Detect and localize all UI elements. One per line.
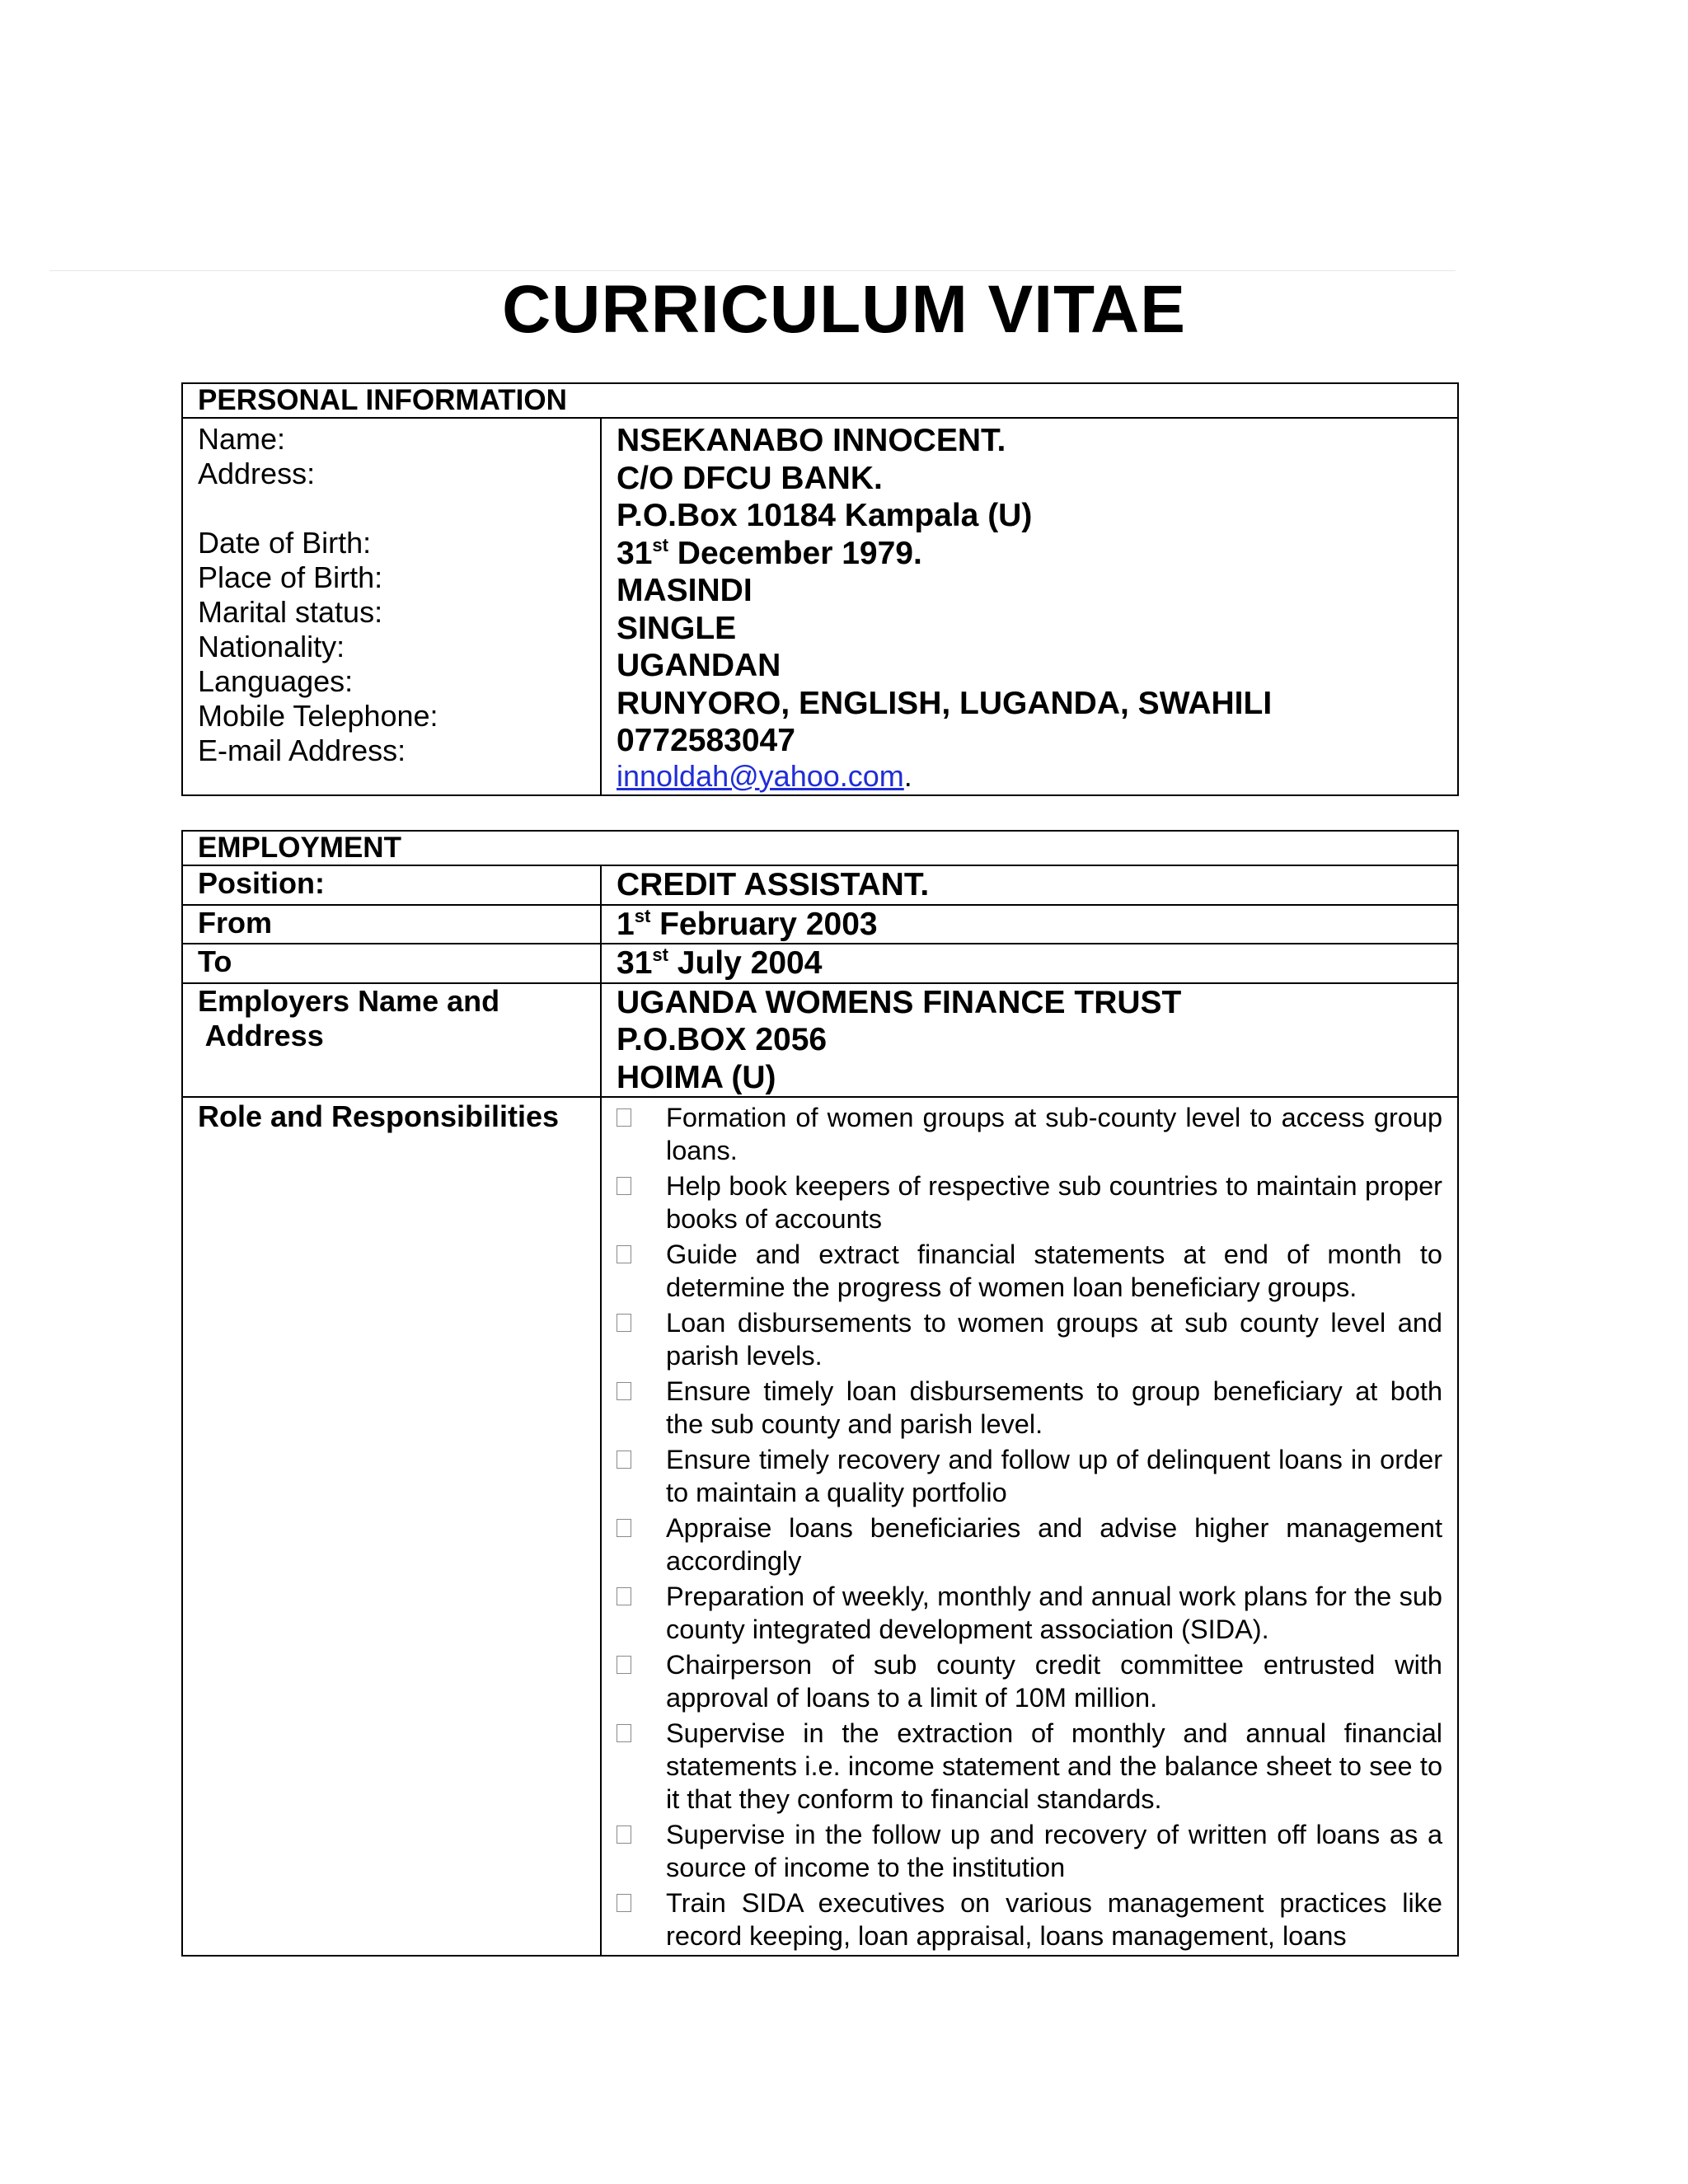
pob-value: MASINDI — [617, 573, 753, 608]
to-value: 31st July 2004 — [601, 944, 1458, 983]
personal-labels-cell — [182, 418, 601, 795]
personal-information-table — [181, 382, 1459, 796]
address-value-line1: C/O DFCU BANK. — [617, 460, 883, 496]
position-row — [182, 865, 1458, 905]
responsibility-text: Formation of women groups at sub-county level to access group loans. — [666, 1103, 1443, 1165]
responsibility-item — [617, 1169, 1442, 1235]
responsibility-text: Help book keepers of respective sub countries to maintain proper books of accounts — [666, 1171, 1443, 1234]
responsibility-text: Chairperson of sub county credit committee entrusted with approval of loans to a limit of 10M million. — [666, 1650, 1443, 1713]
position-value: CREDIT ASSISTANT. — [601, 865, 1458, 905]
employer-label-line1: Employers Name and — [198, 983, 500, 1018]
responsibility-item — [617, 1238, 1442, 1304]
responsibility-item — [617, 1818, 1442, 1884]
from-label: From — [182, 905, 601, 944]
employment-header-row — [182, 831, 1458, 865]
responsibility-item — [617, 1886, 1442, 1952]
to-label: To — [182, 944, 601, 983]
marital-label: Marital status: — [198, 595, 383, 629]
employer-name: UGANDA WOMENS FINANCE TRUST — [617, 984, 1182, 1020]
employer-town: HOIMA (U) — [617, 1059, 776, 1095]
responsibility-item — [617, 1443, 1442, 1509]
responsibility-text: Ensure timely recovery and follow up of delinquent loans in order to maintain a quality portfolio — [666, 1445, 1443, 1507]
employment-table — [181, 830, 1459, 1957]
email-link[interactable]: innoldah@yahoo.com — [617, 758, 904, 793]
bullet-box-icon — [617, 1451, 631, 1469]
bullet-box-icon — [617, 1587, 631, 1605]
responsibilities-list — [617, 1098, 1442, 1952]
bullet-box-icon — [617, 1245, 631, 1263]
responsibility-item — [617, 1511, 1442, 1577]
bullet-box-icon — [617, 1894, 631, 1912]
to-row — [182, 944, 1458, 983]
responsibility-item — [617, 1375, 1442, 1441]
bullet-box-icon — [617, 1724, 631, 1742]
bullet-box-icon — [617, 1177, 631, 1195]
responsibility-text: Guide and extract financial statements at end of month to determine the progress of women loan beneficiary groups. — [666, 1240, 1443, 1302]
address-label: Address: — [198, 457, 316, 490]
responsibility-text: Loan disbursements to women groups at sub county level and parish levels. — [666, 1308, 1443, 1371]
responsibility-text: Supervise in the follow up and recovery of written off loans as a source of income to the institution — [666, 1820, 1443, 1882]
responsibilities-cell — [601, 1097, 1458, 1956]
marital-value: SINGLE — [617, 610, 737, 646]
bullet-box-icon — [617, 1108, 631, 1127]
personal-information-header-row — [182, 383, 1458, 418]
responsibility-text: Preparation of weekly, monthly and annual work plans for the sub county integrated development association (SIDA). — [666, 1582, 1443, 1644]
pob-label: Place of Birth: — [198, 560, 383, 594]
page-title: CURRICULUM VITAE — [502, 272, 1186, 347]
nationality-value: UGANDAN — [617, 648, 781, 683]
dob-value: 31st December 1979. — [617, 534, 922, 571]
employer-label-line2: Address — [198, 1018, 324, 1052]
responsibilities-row — [182, 1097, 1458, 1956]
bullet-box-icon — [617, 1314, 631, 1332]
email-label: E-mail Address: — [198, 733, 406, 767]
responsibility-text: Ensure timely loan disbursements to group beneficiary at both the sub county and parish level. — [666, 1376, 1443, 1439]
from-row — [182, 905, 1458, 944]
responsibility-item — [617, 1717, 1442, 1816]
bullet-box-icon — [617, 1519, 631, 1537]
responsibility-text: Supervise in the extraction of monthly and annual financial statements i.e. income statement and the balance sheet to see to it that they conform to financial standards. — [666, 1718, 1443, 1814]
personal-values-cell — [601, 418, 1458, 795]
responsibility-item — [617, 1101, 1442, 1167]
personal-information-row — [182, 418, 1458, 795]
name-label: Name: — [198, 422, 286, 456]
from-value: 1st February 2003 — [601, 905, 1458, 944]
employment-heading: EMPLOYMENT — [182, 831, 1458, 865]
responsibility-item — [617, 1306, 1442, 1372]
bullet-box-icon — [617, 1656, 631, 1674]
bullet-box-icon — [617, 1382, 631, 1400]
responsibility-item — [617, 1648, 1442, 1714]
employer-label-cell — [182, 983, 601, 1098]
responsibilities-label: Role and Responsibilities — [182, 1097, 601, 1956]
name-value: NSEKANABO INNOCENT. — [617, 423, 1006, 458]
responsibility-text: Train SIDA executives on various management practices like record keeping, loan appraisal, loans management, loans — [666, 1888, 1443, 1951]
mobile-label: Mobile Telephone: — [198, 699, 438, 733]
responsibility-text: Appraise loans beneficiaries and advise higher management accordingly — [666, 1513, 1443, 1576]
address-spacer — [198, 491, 585, 526]
email-value: innoldah@yahoo.com. — [617, 758, 912, 793]
address-value-line2: P.O.Box 10184 Kampala (U) — [617, 498, 1033, 533]
dob-label: Date of Birth: — [198, 526, 372, 560]
responsibility-item — [617, 1580, 1442, 1646]
nationality-label: Nationality: — [198, 630, 345, 663]
languages-value: RUNYORO, ENGLISH, LUGANDA, SWAHILI — [617, 685, 1273, 721]
employer-value-cell — [601, 983, 1458, 1098]
employer-row — [182, 983, 1458, 1098]
employer-po-box: P.O.BOX 2056 — [617, 1022, 828, 1057]
languages-label: Languages: — [198, 664, 354, 698]
mobile-value: 0772583047 — [617, 723, 795, 758]
personal-information-heading: PERSONAL INFORMATION — [182, 383, 1458, 418]
position-label: Position: — [182, 865, 601, 905]
bullet-box-icon — [617, 1825, 631, 1844]
